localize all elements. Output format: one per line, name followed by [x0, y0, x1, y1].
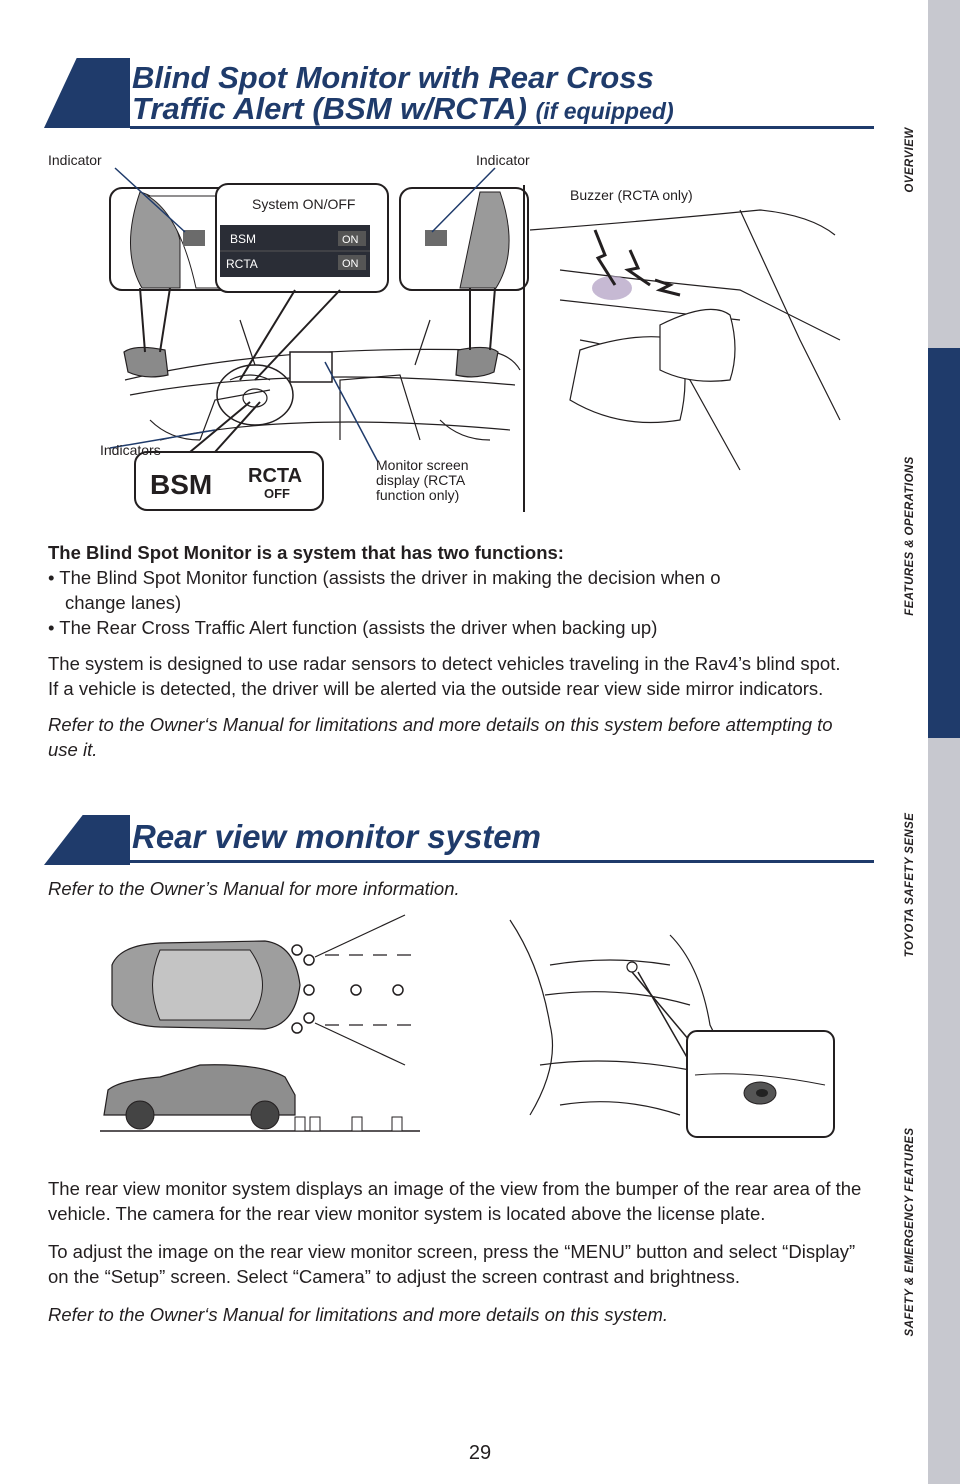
rvm-title-slant: [44, 815, 130, 865]
bsm-title-suffix: (if equipped): [535, 98, 674, 124]
bsm-title-main: Traffic Alert (BSM w/RCTA): [132, 91, 527, 126]
callout-indicator-left: Indicator: [48, 152, 102, 168]
panel-off-label: OFF: [264, 486, 290, 501]
left-indicator-icon: [183, 230, 205, 246]
steering-wheel: [217, 365, 293, 425]
side-tab-features[interactable]: FEATURES & OPERATIONS: [904, 456, 916, 616]
bsm-title-line1: Blind Spot Monitor with Rear Cross: [132, 60, 654, 95]
rvm-title-rule: [130, 860, 874, 863]
bsm-bullet2: • The Rear Cross Traffic Alert function (assists the driver when backing up): [48, 617, 658, 638]
bsm-intro: The Blind Spot Monitor is a system that has two functions:: [48, 542, 564, 563]
bsm-note: Refer to the Owner‘s Manual for limitations and more details on this system before attempting to use it.: [48, 714, 833, 760]
rvm-paragraph1: The rear view monitor system displays an image of the view from the bumper of the rear area of the vehicle. The camera for the rear view monitor system is located above the license plate.: [48, 1178, 862, 1224]
side-tab-overview[interactable]: OVERVIEW: [904, 127, 916, 193]
bsm-paragraph: The system is designed to use radar sensors to detect vehicles traveling in the Rav4’s blind spot. If a vehicle is detected, the driver will be alerted via the outside rear view side mirror indicators.: [48, 653, 841, 699]
center-monitor: [290, 352, 332, 382]
panel-bsm-label: BSM: [150, 469, 213, 500]
rvm-title: Rear view monitor system: [132, 818, 541, 855]
bsm-bullet1-line2: change lanes): [65, 592, 182, 613]
rvm-ref: Refer to the Owner’s Manual for more information.: [48, 878, 460, 899]
side-tab-strip: [928, 0, 960, 1484]
rvm-note: Refer to the Owner‘s Manual for limitations and more details on this system.: [48, 1304, 669, 1325]
page-number: 29: [468, 1442, 492, 1464]
left-mirror: [124, 347, 168, 376]
bsm-body: [48, 540, 868, 762]
callout-buzzer: Buzzer (RCTA only): [570, 187, 693, 203]
bsm-title-rule: [130, 126, 874, 129]
callout-system-onoff: System ON/OFF: [252, 196, 356, 212]
bsm-bullet1-line1: • The Blind Spot Monitor function (assists the driver in making the decision when o: [48, 567, 721, 588]
rvm-paragraph2: To adjust the image on the rear view monitor screen, press the “MENU” button and select “Display” on the “Setup” screen. Select “Camera” to adjust the screen contrast and brightness.: [48, 1241, 856, 1287]
screen-row1-state: ON: [342, 234, 359, 246]
callout-indicators: Indicators: [100, 442, 161, 458]
screen-row2-label: RCTA: [226, 257, 258, 271]
callout-indicator-right: Indicator: [476, 152, 530, 168]
side-tab-safety-sense[interactable]: TOYOTA SAFETY SENSE: [904, 812, 916, 958]
rvm-body: [48, 1176, 866, 1327]
bsm-title-slant: [44, 58, 130, 128]
callout-monitor: [376, 458, 469, 503]
right-mirror: [456, 347, 498, 376]
panel-rcta-label: RCTA: [248, 465, 303, 487]
callout-monitor-line3: function only): [376, 487, 460, 503]
bsm-title-line2: [132, 91, 674, 127]
screen-row2-state: ON: [342, 258, 359, 270]
side-tab-emergency[interactable]: SAFETY & EMERGENCY FEATURES: [904, 1127, 916, 1337]
callout-monitor-line2: display (RCTA: [376, 472, 466, 488]
callout-monitor-line1: Monitor screen: [376, 457, 469, 473]
rear-seat-right: [660, 309, 735, 381]
rvm-illustration: [90, 905, 850, 1145]
right-indicator-icon: [425, 230, 447, 246]
screen-row1-label: BSM: [230, 232, 257, 246]
tab-features-active: [928, 348, 960, 738]
